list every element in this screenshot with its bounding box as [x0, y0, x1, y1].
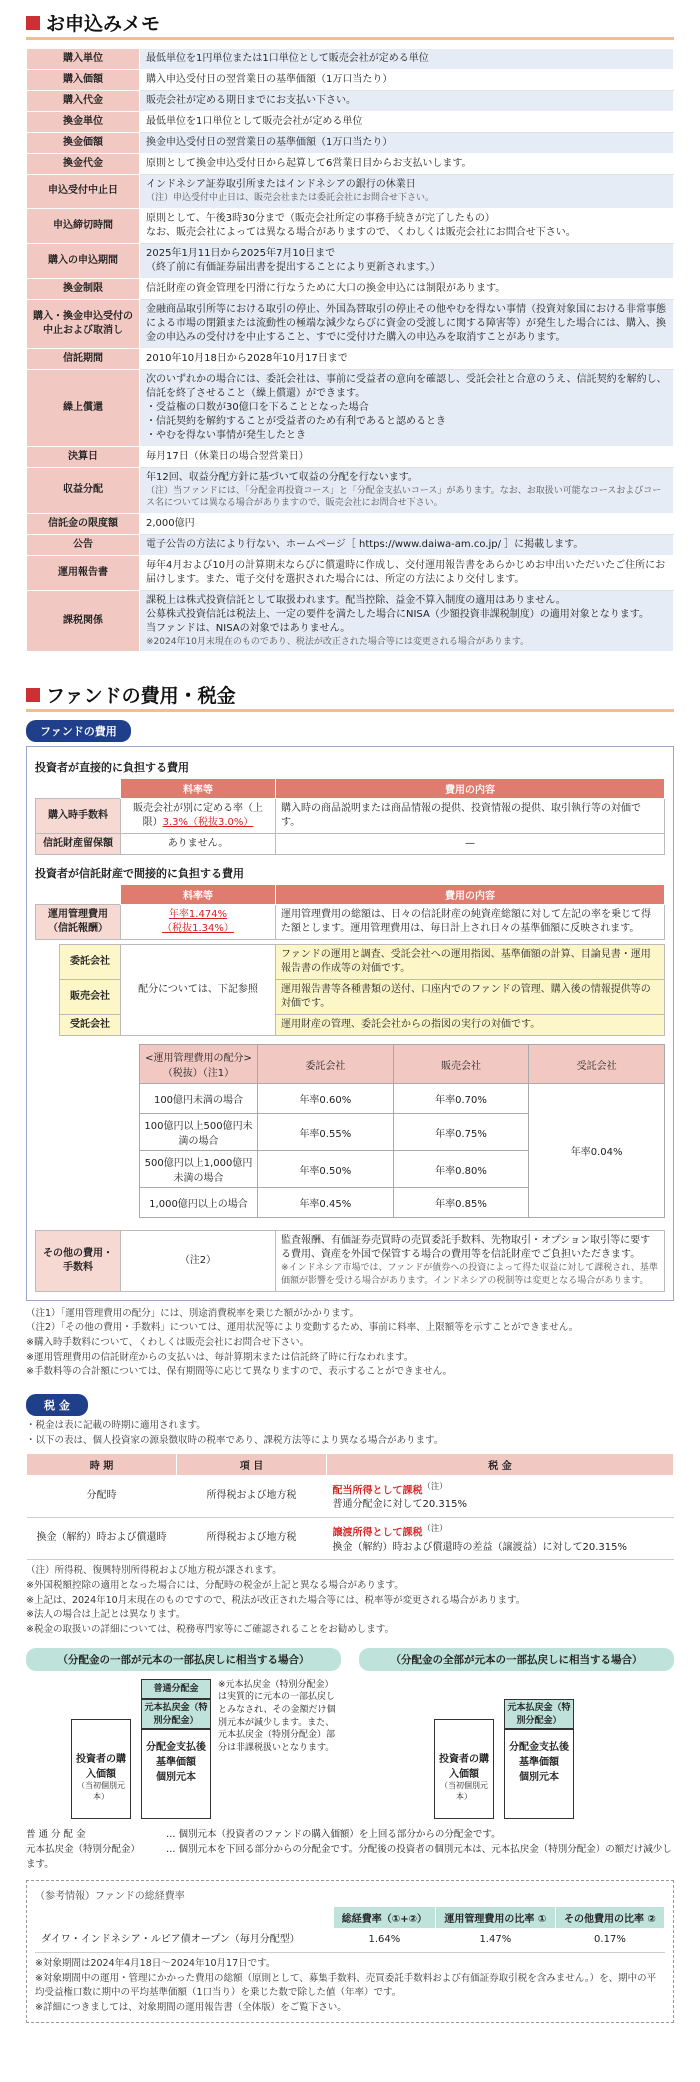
indirect-cost-table: 料率等 費用の内容 運用管理費用（信託報酬） 年率1.474% （税抜1.34%） 運用管理費用の総額は、日々の信託財産の純資産総額に対して左記の率を乗じて得た額とします。運用管理費用は、毎日計上され日々の基準価額に反映されます。: [35, 884, 665, 940]
note-line: ※詳細につきましては、対象期間の運用報告書（全体版）をご覧下さい。: [35, 2002, 347, 2014]
note-line: （注2）「その他の費用・手数料」については、運用状況等により変動するため、事前に料率、上限額等を示すことができません。: [26, 1322, 579, 1334]
fund-cost-pill: ファンドの費用: [26, 720, 131, 742]
memo-row: 換金制限 信託財産の資金管理を円滑に行なうために大口の換金申込には制限があります。: [27, 278, 674, 299]
cost-box: [26, 746, 674, 1300]
memo-row: 購入の申込期間 2025年1月11日から2025年7月10日まで （終了前に有価証券届出書を提出することにより更新されます。）: [27, 243, 674, 278]
mgmt-fee-label: 運用管理費用（信託報酬）: [36, 905, 121, 940]
tax-notes: [26, 1564, 674, 1638]
parties-table: 委託会社 配分については、下記参照 ファンドの運用と調査、受託会社への運用指図、基準価額の計算、目論見書・運用報告書の作成等の対価です。 販売会社 運用報告書等各種書類の送付、口座内でのファンドの管理、購入後の情報提供等の対価です。 受託会社 運用財産の管理、委託会社からの指図の実行の対価です。: [59, 944, 665, 1036]
alloc-row: 100億円未満の場合 年率0.60% 年率0.70% 年率0.04%: [140, 1084, 665, 1114]
alloc-row: 100億円以上500億円未満の場合 年率0.55% 年率0.75%: [140, 1114, 665, 1151]
reserve-content: —: [276, 834, 665, 855]
memo-row: 購入単位 最低単位を1円単位または1口単位として販売会社が定める単位: [27, 49, 674, 70]
note-line: ※対象期間中の運用・管理にかかった費用の総額（原則として、募集手数料、売買委託手数料および有価証券取引税を含みません。）を、期中の平均受益権口数に期中の平均基準価額（1口当り）を乗じた数で除した値（年率）です。: [35, 1972, 657, 1999]
memo-row: 申込受付中止日 インドネシア証券取引所またはインドネシアの銀行の休業日 （注）申込受付中止日は、販売会社または委託会社にお問合せ下さい。: [27, 175, 674, 209]
note-line: ※手数料等の合計額については、保有期間等に応じて異なりますので、表示することができません。: [26, 1366, 453, 1378]
memo-row: 収益分配 年12回、収益分配方針に基づいて収益の分配を行ないます。 （注）当ファンドには、「分配金再投資コース」と「分配金支払いコース」があります。なお、お取扱い可能なコースおよびコース名については異なる場合がありますので、販売会社にお問合せ下さい。: [27, 467, 674, 513]
memo-row: 購入代金 販売会社が定める期日までにお支払い下さい。: [27, 91, 674, 112]
indirect-cost-title: 投資者が信託財産で間接的に負担する費用: [35, 867, 244, 881]
diagram-right: （分配金の全部が元本の一部払戻しに相当する場合） 投資者の購入価額 （当初個別元本） 元本払戻金（特別分配金） 分配金支払後 基準価額 個別元本: [359, 1648, 674, 1819]
direct-cost-title: 投資者が直接的に負担する費用: [35, 761, 189, 775]
other-fee-label: その他の費用・手数料: [36, 1231, 121, 1291]
alloc-note: 配分については、下記参照: [121, 945, 276, 1036]
memo-row: 購入・換金申込受付の中止および取消し 金融商品取引所等における取引の停止、外国為替取引の停止その他やむを得ない事情（投資対象国における非常事態による市場の閉鎖または流動性の極端な減少ならびに資金の受渡しに関する障害等）が発生した場合には、購入、換金の申込みの受付けを中止すること、すでに受付けた購入の申込みを取消すことがあります。: [27, 299, 674, 348]
memo-row: 決算日 毎月17日（休業日の場合翌営業日）: [27, 446, 674, 467]
tax-table: 時 期 項 目 税 金 分配時 所得税および地方税 配当所得として課税$^{(注)}$ 普通分配金に対して20.315% 換金（解約）時および償還時 所得税および地方税 譲渡所得として課税$^{(注)}$ 換金（解約）時および償還時の差益（譲渡益）に対して20.315%: [26, 1453, 674, 1561]
note-line: ※運用管理費用の信託財産からの支払いは、毎計算期末または信託終了時に行なわれます。: [26, 1351, 414, 1363]
alloc-row: 500億円以上1,000億円未満の場合 年率0.50% 年率0.80%: [140, 1151, 665, 1188]
note-line: ※法人の場合は上記とは異なります。: [26, 1609, 186, 1621]
tax-row: 換金（解約）時および償還時 所得税および地方税 譲渡所得として課税$^{(注)}$ 換金（解約）時および償還時の差益（譲渡益）に対して20.315%: [27, 1517, 674, 1559]
buy-fee-rate: 販売会社が別に定める率（上限）3.3%（税抜3.0%）: [121, 799, 276, 834]
other-fee-table: [35, 1230, 665, 1291]
alloc-wrap: [59, 1036, 665, 1226]
memo-section-title: [26, 8, 674, 40]
other-fee-content: 監査報酬、有価証券売買時の売買委託手数料、先物取引・オプション取引等に要する費用、資産を外国で保管する場合の費用等を信託財産でご負担いただきます。 ※インドネシア市場では、ファンドが債券への投資によって得た収益に対して課税され、基準価額が影響を受ける場合があります。インドネシアの税制等は変更となる場合があります。: [276, 1231, 665, 1291]
rate-header: 料率等: [121, 779, 276, 799]
reference-box: （参考情報）ファンドの総経費率 総経費率（①+②） 運用管理費用の比率 ① その他費用の比率 ② ダイワ・インドネシア・ルピア債オープン（毎月分配型） 1.64% 1.47% 0.17% ※対象期間は2024年4月18日～2024年10月17日です。 ※対象期間中の運用・管理にかかった費用の総額（原則として、募集手数料、売買委託手数料および有価証券取引税を含みません。）を、期中の平均受益権口数に期中の平均基準価額（1口当り）を乗じた数で除した値（年率）です。 ※詳細につきましては、対象期間の運用報告書（全体版）をご覧下さい。: [26, 1880, 674, 2022]
cost-section-title: [26, 680, 674, 712]
diagram-left: （分配金の一部が元本の一部払戻しに相当する場合） 投資者の購入価額 （当初個別元本） 普通分配金 元本払戻金（特別分配金） 分配金支払後 基準価額 個別元本 ※元本払戻金（特別分配金）は実質的に元本の一部払戻しとみなされ、その金額だけ個別元本が減少します。また、元本払戻金（特別分配金）部分は非課税扱いとなります。: [26, 1648, 341, 1819]
memo-row: 換金単位 最低単位を1口単位として販売会社が定める単位: [27, 112, 674, 133]
tax-intro: ・税金は表に記載の時期に適用されます。 ・以下の表は、個人投資家の源泉徴収時の税率であり、課税方法等により異なる場合があります。: [26, 1420, 444, 1446]
ref-notes: [35, 1957, 665, 2016]
memo-table: [26, 48, 674, 652]
other-fee-rate: （注2）: [121, 1231, 276, 1291]
ter-table: 総経費率（①+②） 運用管理費用の比率 ① その他費用の比率 ② ダイワ・インドネシア・ルピア債オープン（毎月分配型） 1.64% 1.47% 0.17%: [35, 1906, 665, 1953]
square-bullet-icon: [26, 688, 40, 702]
buy-fee-label: 購入時手数料: [36, 799, 121, 834]
memo-row: 公告 電子公告の方法により行ない、ホームページ［ https://www.daiwa-am.co.jp/ ］に掲載します。: [27, 534, 674, 555]
memo-row: 信託金の限度額 2,000億円: [27, 513, 674, 534]
alloc-table: <運用管理費用の配分>（税抜）（注1） 委託会社 販売会社 受託会社 100億円未満の場合 年率0.60% 年率0.70% 年率0.04% 100億円以上500億円未満の場合 年率0.55% 年率0.75% 500億円以上1,000億円未満の場合 年率0.50% 年率0.80% 1,000億円以上の場合 年率0.45% 年率0.85%: [139, 1044, 665, 1218]
trustee-rate: 年率0.04%: [529, 1084, 665, 1218]
memo-row: 繰上償還 次のいずれかの場合には、委託会社は、事前に受益者の意向を確認し、受託会社と合意のうえ、信託契約を解約し、信託を終了させること（繰上償還）ができます。 ・受益権の口数が30億口を下ることとなった場合 ・信託契約を解約することが受益者のため有利であると認めるとき ・やむを得ない事情が発生したとき: [27, 369, 674, 446]
mgmt-fee-content: 運用管理費用の総額は、日々の信託財産の純資産総額に対して左記の率を乗じて得た額とします。運用管理費用は、毎日計上され日々の基準価額に反映されます。: [276, 905, 665, 940]
note-line: ※対象期間は2024年4月18日～2024年10月17日です。: [35, 1957, 276, 1969]
memo-row: 購入価額 購入申込受付日の翌営業日の基準価額（1万口当たり）: [27, 70, 674, 91]
memo-row: 運用報告書 毎年4月および10月の計算期末ならびに償還時に作成し、交付運用報告書をあらかじめお申出いただいたご住所にお届けします。また、電子交付を選択された場合には、所定の方法により交付します。: [27, 555, 674, 590]
mgmt-fee-rate: 年率1.474% （税抜1.34%）: [121, 905, 276, 940]
memo-row: 換金代金 原則として換金申込受付日から起算して6営業日目からお支払いします。: [27, 154, 674, 175]
memo-row: 換金価額 換金申込受付日の翌営業日の基準価額（1万口当たり）: [27, 133, 674, 154]
note-line: ※上記は、2024年10月末現在のものですので、税法が改正された場合等には、税率等が変更される場合があります。: [26, 1594, 526, 1606]
reserve-label: 信託財産留保額: [36, 834, 121, 855]
distribution-diagram: [26, 1648, 674, 1819]
square-bullet-icon: [26, 16, 40, 30]
note-line: （注1）「運用管理費用の配分」には、別途消費税率を乗じた額がかかります。: [26, 1307, 360, 1319]
note-line: ※税金の取扱いの詳細については、税務専門家等にご確認されることをお勧めします。: [26, 1624, 395, 1636]
memo-row: 信託期間 2010年10月18日から2028年10月17日まで: [27, 348, 674, 369]
cost-title: ファンドの費用・税金: [46, 685, 236, 708]
memo-title: お申込みメモ: [46, 13, 161, 35]
parties-block: [35, 944, 665, 1226]
note-line: （注）所得税、復興特別所得税および地方税が課されます。: [26, 1565, 282, 1577]
direct-cost-table: [35, 778, 665, 855]
definitions: 普 通 分 配 金 … 個別元本（投資者のファンドの購入価額）を上回る部分からの分配金です。 元本払戻金（特別分配金） … 個別元本を下回る部分からの分配金です。分配後の投資者の個別元本は、元本払戻金（特別分配金）の額だけ減少します。: [26, 1828, 672, 1871]
alloc-row: 1,000億円以上の場合 年率0.45% 年率0.85%: [140, 1188, 665, 1218]
note-line: ※外国税額控除の適用となった場合には、分配時の税金が上記と異なる場合があります。: [26, 1579, 404, 1591]
note-line: ※購入時手数料について、くわしくは販売会社にお問合せ下さい。: [26, 1337, 310, 1348]
content-header: 費用の内容: [276, 779, 665, 799]
memo-row: 課税関係 課税上は株式投資信託として取扱われます。配当控除、益金不算入制度の適用はありません。 公募株式投資信託は税法上、一定の要件を満たした場合にNISA（少額投資非課税制度）の適用対象となります。 当ファンドは、NISAの対象ではありません。 ※2024年10月末現在のものであり、税法が改正された場合等には変更される場合があります。: [27, 590, 674, 652]
tax-row: 分配時 所得税および地方税 配当所得として課税$^{(注)}$ 普通分配金に対して20.315%: [27, 1475, 674, 1517]
reserve-rate: ありません。: [121, 834, 276, 855]
memo-row: 申込締切時間 原則として、午後3時30分まで（販売会社所定の事務手続きが完了したもの） なお、販売会社によっては異なる場合がありますので、くわしくは販売会社にお問合せ下さい。: [27, 208, 674, 243]
buy-fee-content: 購入時の商品説明または商品情報の提供、投資情報の提供、取引執行等の対価です。: [276, 799, 665, 834]
tax-pill: 税 金: [26, 1394, 88, 1416]
cost-notes: [26, 1307, 674, 1381]
